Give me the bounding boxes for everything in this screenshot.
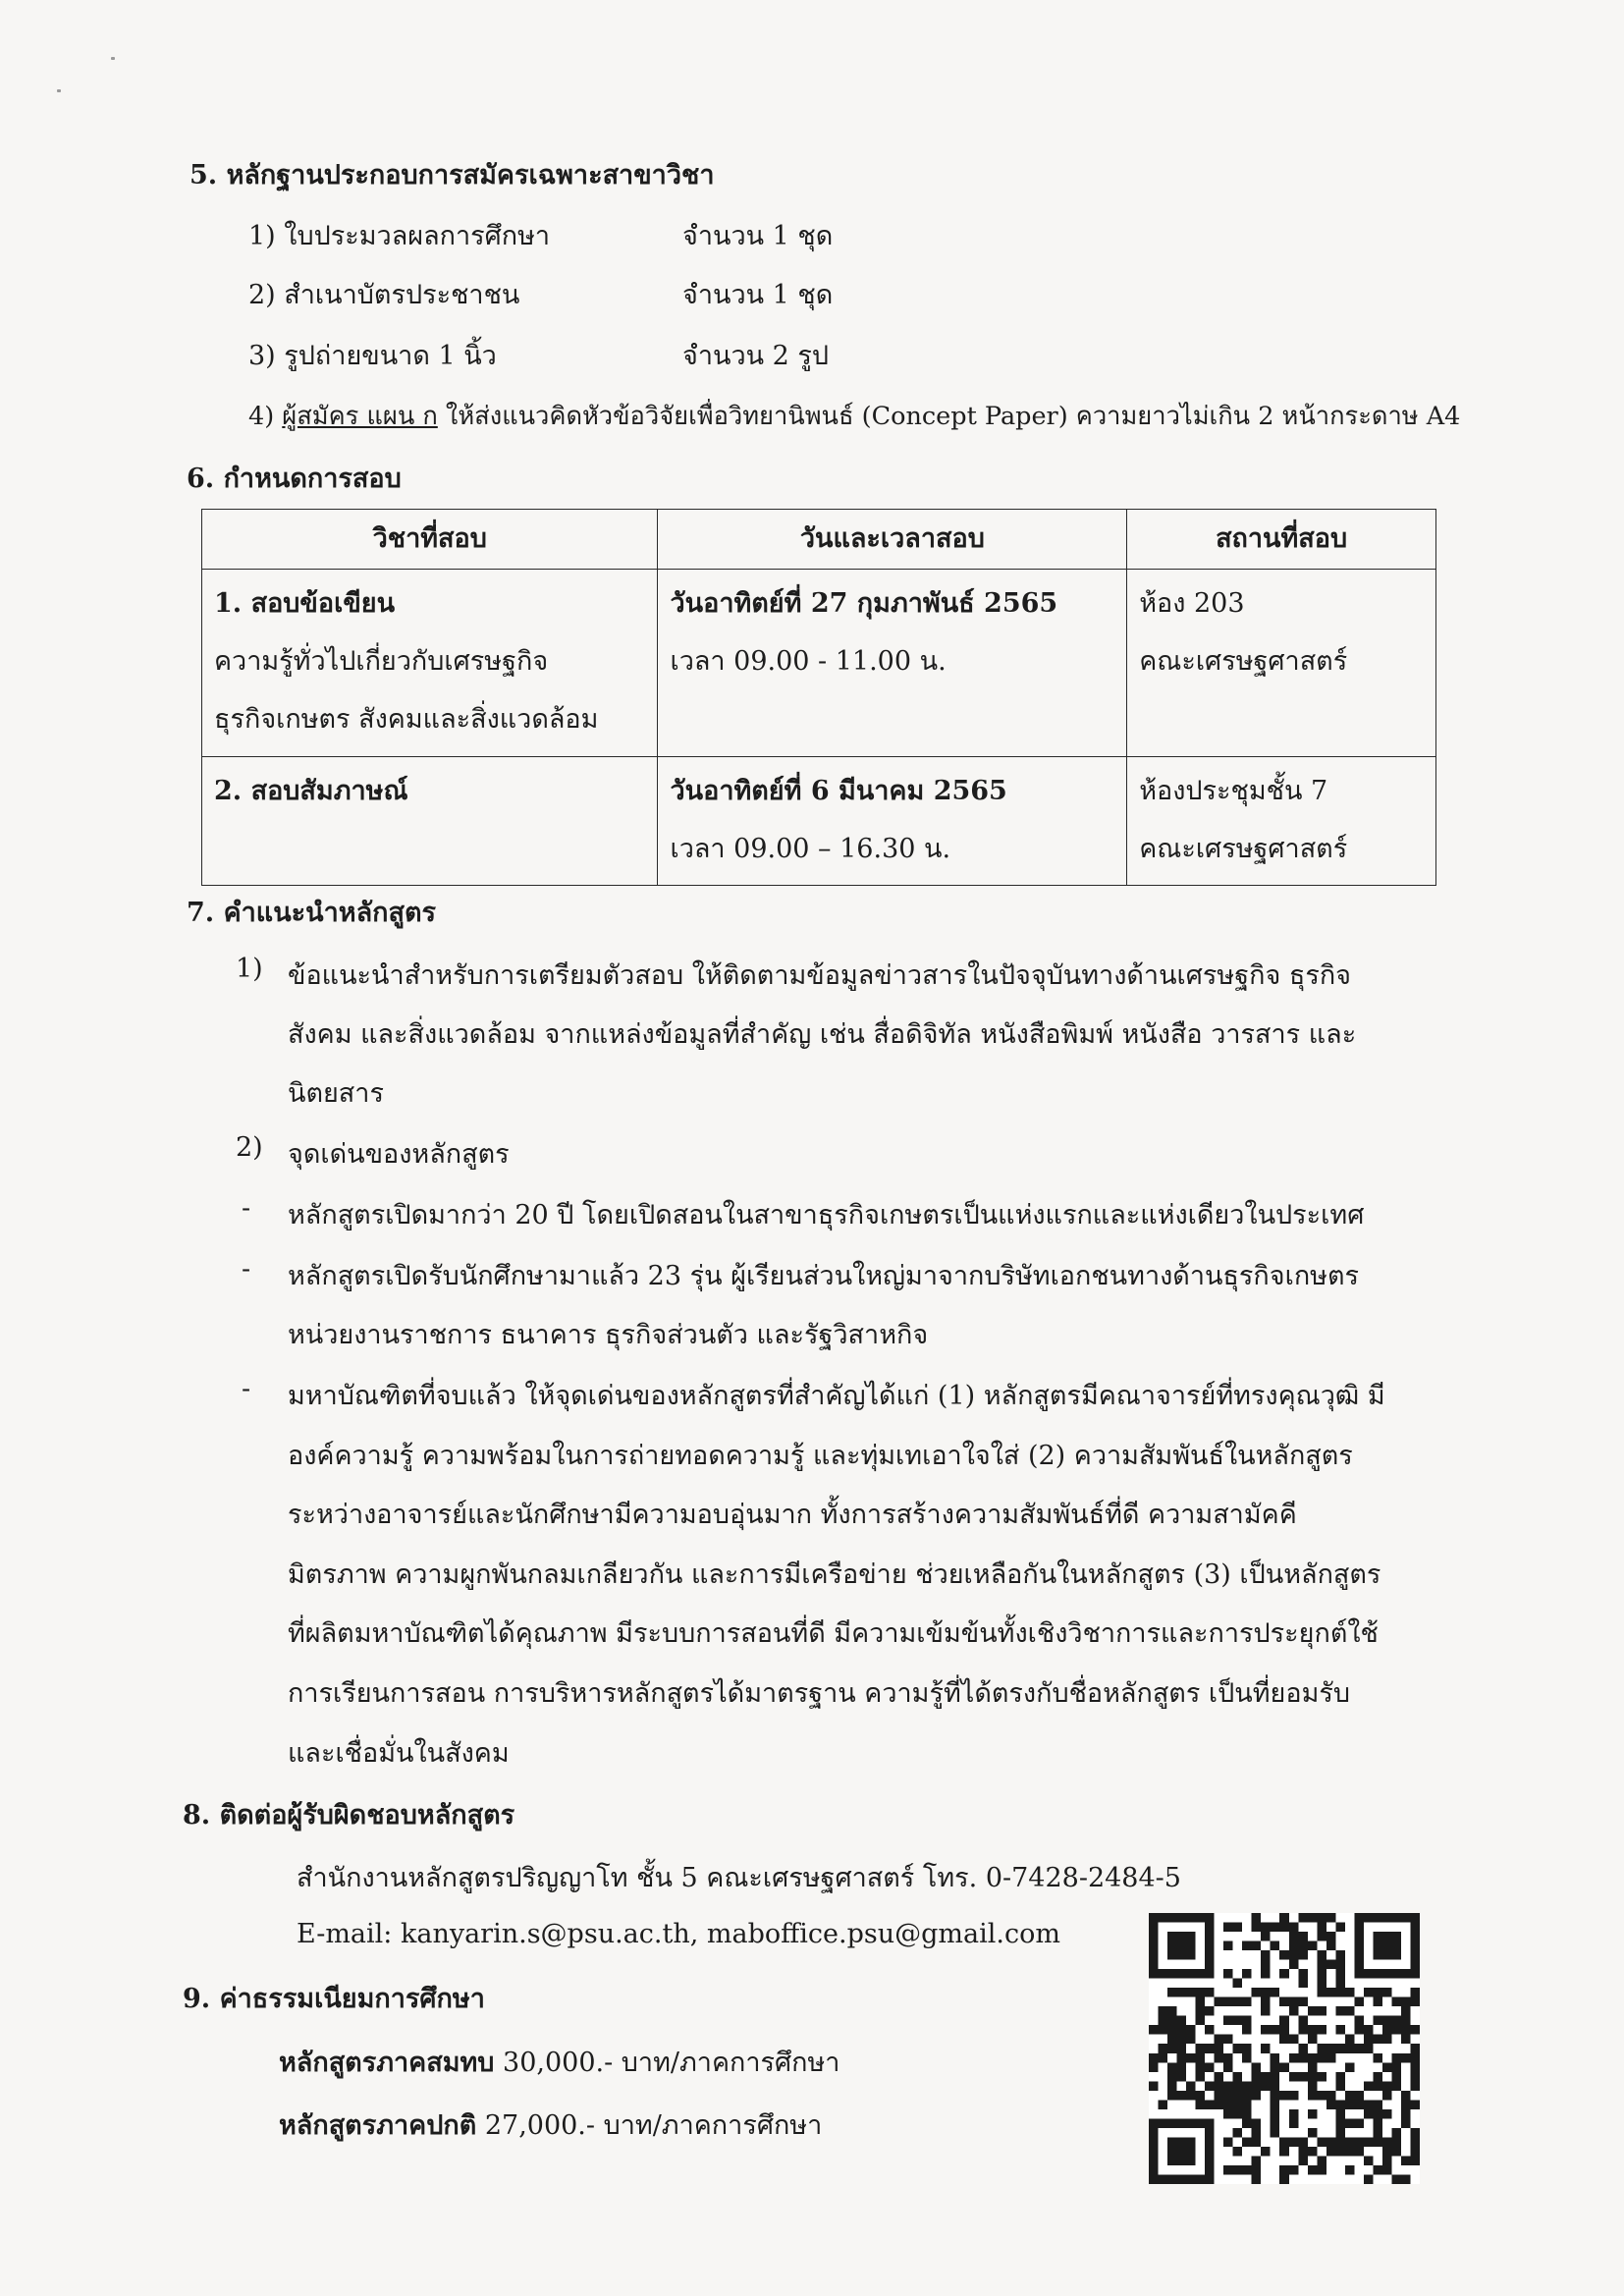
table-cell-subject xyxy=(202,570,658,757)
exam-time: เวลา 09.00 – 16.30 น. xyxy=(670,834,951,864)
table-cell-subject xyxy=(202,757,658,886)
fee-value-part-time: 30,000.- บาท/ภาคการศึกษา xyxy=(494,2048,840,2078)
bullet-dash: - xyxy=(242,1193,251,1224)
fee-row-regular xyxy=(279,2104,822,2146)
table-cell-place xyxy=(1127,570,1436,757)
section5-item-3-label: 3) รูปถ่ายขนาด 1 นิ้ว xyxy=(248,341,497,371)
table-header-place: สถานที่สอบ xyxy=(1127,510,1436,570)
section9-heading: 9. ค่าธรรมเนียมการศึกษา xyxy=(183,1984,485,2014)
section7-p1-number: 1) xyxy=(236,954,263,984)
exam-subject-title: 1. สอบข้อเขียน xyxy=(214,588,396,619)
section7-b2-line: หน่วยงานราชการ ธนาคาร ธุรกิจส่วนตัว และรัฐวิสาหกิจ xyxy=(288,1320,929,1350)
section7-b3-line: และเชื่อมั่นในสังคม xyxy=(288,1738,510,1769)
section5-item-2-qty: จำนวน 1 ชุด xyxy=(682,280,834,310)
section5-item-1-qty: จำนวน 1 ชุด xyxy=(682,221,834,251)
table-cell-datetime xyxy=(658,757,1127,886)
exam-subject-line: ธุรกิจเกษตร สังคมและสิ่งแวดล้อม xyxy=(214,704,599,735)
exam-date: วันอาทิตย์ที่ 27 กุมภาพันธ์ 2565 xyxy=(670,588,1058,619)
qr-code-icon[interactable] xyxy=(1149,1913,1420,2184)
section5-item-1-label: 1) ใบประมวลผลการศึกษา xyxy=(248,221,551,251)
exam-time: เวลา 09.00 - 11.00 น. xyxy=(670,646,947,677)
scan-mark xyxy=(57,89,61,92)
section5-item-3-qty: จำนวน 2 รูป xyxy=(682,341,830,371)
section7-b3-line: ระหว่างอาจารย์และนักศึกษามีความอบอุ่นมาก ทั้งการสร้างความสัมพันธ์ที่ดี ความสามัคคี xyxy=(288,1500,1297,1530)
fee-value-regular: 27,000.- บาท/ภาคการศึกษา xyxy=(476,2110,823,2141)
section6-heading: 6. กำหนดการสอบ xyxy=(187,464,402,494)
exam-place-line: คณะเศรษฐศาสตร์ xyxy=(1139,834,1348,864)
section7-p1-line: นิตยสาร xyxy=(288,1078,384,1109)
contact-office: สำนักงานหลักสูตรปริญญาโท ชั้น 5 คณะเศรษฐศาสตร์ โทร. 0-7428-2484-5 xyxy=(297,1863,1181,1893)
exam-date: วันอาทิตย์ที่ 6 มีนาคม 2565 xyxy=(670,776,1007,806)
table-header-subject: วิชาที่สอบ xyxy=(202,510,658,570)
section5-item-4-underlined: ผู้สมัคร แผน ก xyxy=(282,402,438,431)
section5-heading: 5. หลักฐานประกอบการสมัครเฉพาะสาขาวิชา xyxy=(189,160,715,191)
section7-b2-line: หลักสูตรเปิดรับนักศึกษามาแล้ว 23 รุ่น ผู้เรียนส่วนใหญ่มาจากบริษัทเอกชนทางด้านธุรกิจเกษตร xyxy=(288,1261,1359,1291)
scan-mark xyxy=(111,57,115,60)
table-header-datetime: วันและเวลาสอบ xyxy=(658,510,1127,570)
contact-email[interactable]: E-mail: kanyarin.s@psu.ac.th, maboffice.psu@gmail.com xyxy=(297,1919,1060,1949)
table-header-row xyxy=(202,510,1436,570)
qr-code-graphic xyxy=(1149,1913,1420,2184)
section7-b3-line: มหาบัณฑิตที่จบแล้ว ให้จุดเด่นของหลักสูตรที่สำคัญได้แก่ (1) หลักสูตรมีคณาจารย์ที่ทรงคุณวุฒิ มี xyxy=(288,1381,1385,1411)
section7-b3-line: มิตรภาพ ความผูกพันกลมเกลียวกัน และการมีเครือข่าย ช่วยเหลือกันในหลักสูตร (3) เป็นหลักสูตร xyxy=(288,1559,1381,1590)
section7-p1-line: ข้อแนะนำสำหรับการเตรียมตัวสอบ ให้ติดตามข้อมูลข่าวสารในปัจจุบันทางด้านเศรษฐกิจ ธุรกิจ xyxy=(288,960,1351,991)
section7-b3-line: การเรียนการสอน การบริหารหลักสูตรได้มาตรฐาน ความรู้ที่ได้ตรงกับชื่อหลักสูตร เป็นที่ยอมรับ xyxy=(288,1678,1351,1709)
fee-label-regular: หลักสูตรภาคปกติ xyxy=(279,2110,477,2141)
section7-b1-line: หลักสูตรเปิดมากว่า 20 ปี โดยเปิดสอนในสาขาธุรกิจเกษตรเป็นแห่งแรกและแห่งเดียวในประเทศ xyxy=(288,1200,1365,1230)
fee-label-part-time: หลักสูตรภาคสมทบ xyxy=(279,2048,495,2078)
bullet-dash: - xyxy=(242,1254,251,1285)
table-row xyxy=(202,757,1436,886)
section7-p2-number: 2) xyxy=(236,1132,263,1163)
table-row xyxy=(202,570,1436,757)
exam-place-line: ห้องประชุมชั้น 7 xyxy=(1139,776,1328,806)
exam-schedule-table xyxy=(201,509,1436,886)
table-cell-datetime xyxy=(658,570,1127,757)
section5-item-4-text: ให้ส่งแนวคิดหัวข้อวิจัยเพื่อวิทยานิพนธ์ (Concept Paper) ความยาวไม่เกิน 2 หน้ากระดาษ A4 xyxy=(437,402,1461,431)
section7-b3-line: ที่ผลิตมหาบัณฑิตได้คุณภาพ มีระบบการสอนที่ดี มีความเข้มข้นทั้งเชิงวิชาการและการประยุกต์ใช้ xyxy=(288,1618,1379,1649)
section5-item-4 xyxy=(248,397,1460,436)
section7-p2-title: จุดเด่นของหลักสูตร xyxy=(288,1139,510,1170)
section5-item-4-number: 4) xyxy=(248,402,283,431)
table-cell-place xyxy=(1127,757,1436,886)
section7-b3-line: องค์ความรู้ ความพร้อมในการถ่ายทอดความรู้ และทุ่มเทเอาใจใส่ (2) ความสัมพันธ์ในหลักสูตร xyxy=(288,1441,1353,1471)
exam-subject-title: 2. สอบสัมภาษณ์ xyxy=(214,776,408,806)
section8-heading: 8. ติดต่อผู้รับผิดชอบหลักสูตร xyxy=(183,1800,515,1831)
fee-row-part-time xyxy=(279,2041,839,2083)
exam-place-line: ห้อง 203 xyxy=(1139,588,1245,619)
exam-place-line: คณะเศรษฐศาสตร์ xyxy=(1139,646,1348,677)
qr-modules xyxy=(1149,1913,1420,2184)
bullet-dash: - xyxy=(242,1374,251,1404)
section7-p1-line: สังคม และสิ่งแวดล้อม จากแหล่งข้อมูลที่สำคัญ เช่น สื่อดิจิทัล หนังสือพิมพ์ หนังสือ วารสาร และ xyxy=(288,1019,1357,1050)
exam-subject-line: ความรู้ทั่วไปเกี่ยวกับเศรษฐกิจ xyxy=(214,646,549,677)
section7-heading: 7. คำแนะนำหลักสูตร xyxy=(187,898,436,928)
section5-item-2-label: 2) สำเนาบัตรประชาชน xyxy=(248,280,520,310)
